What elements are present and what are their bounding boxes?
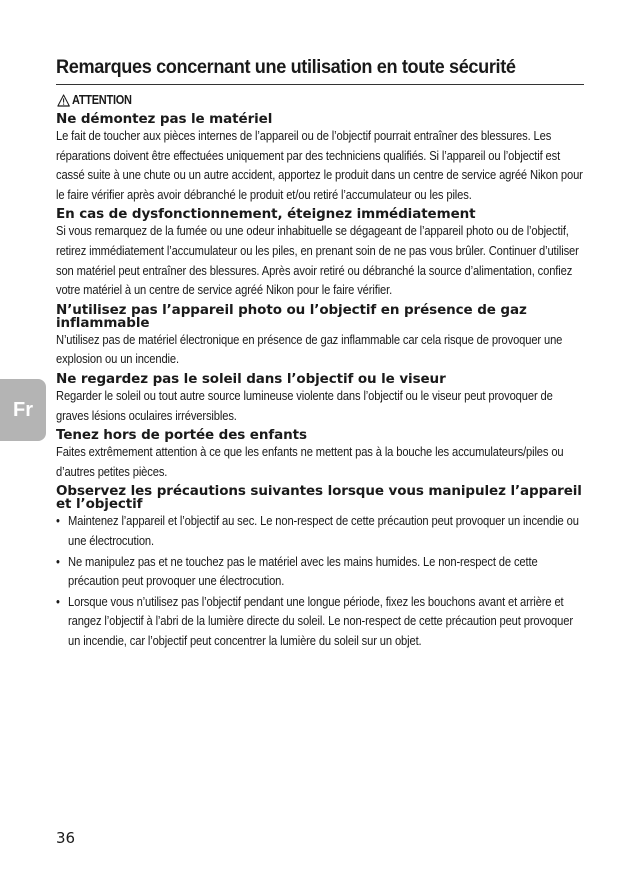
section-body: Regarder le soleil ou tout autre source lumineuse violente dans l’objectif ou le viseur peut provoquer de graves lésions oculaires irréversibles. (56, 387, 553, 423)
section-malfunction (56, 206, 584, 299)
section-heading: Ne démontez pas le matériel (56, 111, 273, 127)
section-body: Le fait de toucher aux pièces internes de l’appareil ou de l’objectif pourrait entraîner des blessures. Les réparations doivent être effectuées uniquement par des techniciens qualifiés. Si l’appareil ou l’objectif est cassé suite à une chute ou un autre accident, apportez le produit dans un centre de service agréé Nikon pour le faire vérifier après avoir débranché le produit et/ou retiré l’accumulateur ou les piles. (56, 128, 583, 202)
list-item (56, 592, 584, 651)
section-disassembly (56, 111, 584, 204)
list-item (56, 511, 584, 550)
title-divider (56, 84, 584, 85)
precautions-list (56, 511, 584, 650)
section-heading: N’utilisez pas l’appareil photo ou l’objectif en présence de gaz inflammable (56, 301, 527, 331)
section-heading: Ne regardez pas le soleil dans l’objectif ou le viseur (56, 370, 446, 387)
section-handling (56, 483, 584, 650)
page-number: 36 (56, 829, 76, 847)
section-flammable-gas (56, 302, 584, 369)
section-body: Si vous remarquez de la fumée ou une odeur inhabituelle se dégageant de l’appareil photo ou de l’objectif, retirez immédiatement l’accumulateur ou les piles, en prenant soin de ne pas vous brûler. Continuer d’utiliser son matériel peut entraîner des blessures. Après avoir retiré ou débranché la source d’alimentation, confiez votre matériel à un centre de service agréé Nikon pour le faire vérifier. (56, 223, 579, 298)
attention-label (57, 93, 132, 107)
safety-content (56, 111, 584, 651)
list-item-text: Ne manipulez pas et ne touchez pas le matériel avec les mains humides. Le non-respect de cette précaution peut provoquer une électrocution. (68, 553, 538, 589)
section-heading: En cas de dysfonctionnement, éteignez immédiatement (56, 206, 476, 223)
section-body: Faites extrêmement attention à ce que les enfants ne mettent pas à la bouche les accumulateurs/piles ou d’autres petites pièces. (56, 444, 564, 479)
list-item (56, 552, 584, 591)
list-item-text: Lorsque vous n’utilisez pas l’objectif pendant une longue période, fixez les bouchons avant et arrière et rangez l’objectif à l’abri de la lumière directe du soleil. Le non-respect de cette précaution peut provoquer un incendie, car l’objectif peut concentrer la lumière du soleil sur un objet. (68, 593, 573, 648)
language-tab (0, 379, 46, 441)
list-item-text: Maintenez l’appareil et l’objectif au sec. Le non-respect de cette précaution peut provoquer un incendie ou une électrocution. (68, 513, 579, 548)
section-children (56, 427, 584, 481)
bullet-marker: • (56, 593, 60, 609)
language-tab-label: Fr (13, 398, 33, 421)
section-sun (56, 371, 584, 425)
section-body: N’utilisez pas de matériel électronique en présence de gaz inflammable car cela risque de provoquer une explosion ou un incendie. (56, 331, 563, 367)
bullet-marker: • (56, 553, 60, 569)
section-heading: Tenez hors de portée des enfants (56, 427, 307, 444)
warning-triangle-icon (57, 94, 70, 107)
attention-text: ATTENTION (71, 93, 132, 107)
bullet-marker: • (56, 513, 60, 529)
section-heading: Observez les précautions suivantes lorsque vous manipulez l’appareil et l’objectif (56, 483, 582, 513)
page-title: Remarques concernant une utilisation en toute sécurité (56, 56, 516, 78)
